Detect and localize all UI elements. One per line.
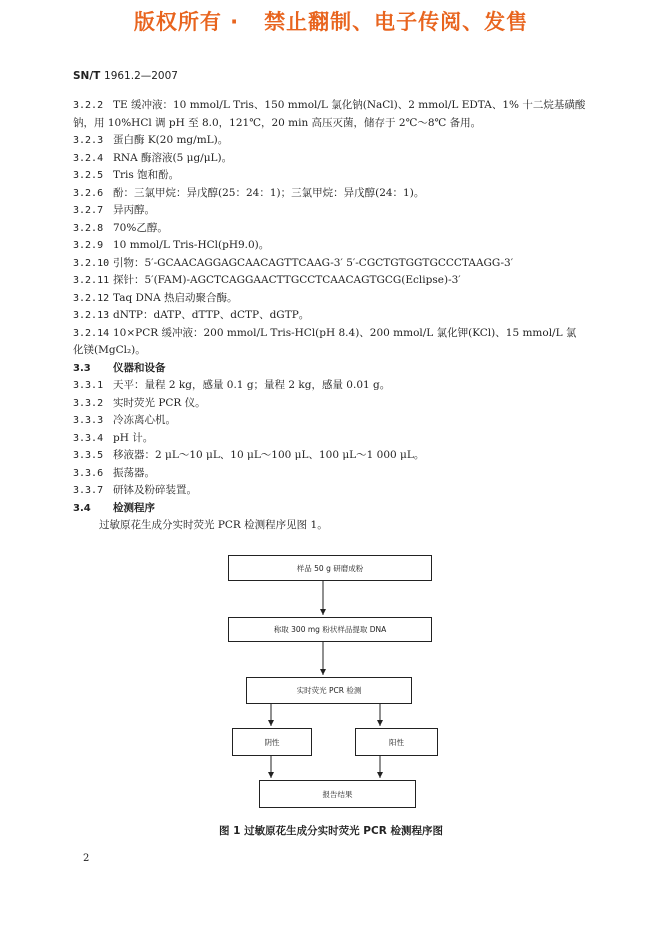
body-line (73, 290, 603, 308)
clause-number: 3.2.4 (73, 152, 104, 164)
clause-number: 3.2.12 (73, 292, 110, 304)
clause-number: 3.2.8 (73, 222, 104, 234)
body-line (73, 185, 603, 203)
body-line (73, 517, 603, 535)
body-line (73, 167, 603, 185)
clause-text: 探针：5′(FAM)-AGCTCAGGAACTTGCCTCAACAGTGCG(Eclipse)-3′ (113, 274, 461, 286)
clause-number: 3.2.5 (73, 170, 104, 181)
clause-text: 70%乙醇。 (113, 221, 168, 234)
body-line (73, 482, 603, 500)
clause-number: 3.3 (73, 362, 91, 374)
document-body (73, 97, 603, 535)
flow-step-pcr: 实时荧光 PCR 检测 (246, 677, 412, 704)
clause-text: Tris 饱和酚。 (113, 169, 180, 181)
clause-number: 3.3.4 (73, 432, 104, 444)
clause-number: 3.2.6 (73, 187, 104, 199)
clause-text: 10 mmol/L Tris-HCl(pH9.0)。 (113, 239, 270, 251)
body-line (73, 220, 603, 238)
body-line (73, 272, 603, 290)
clause-text: 异丙醇。 (113, 204, 155, 216)
clause-text: 引物：5′-GCAACAGGAGCAACAGTTCAAG-3′ 5′-CGCTGTGGTGCCCTAAGG-3′ (113, 256, 514, 269)
flow-step-report: 报告结果 (259, 780, 416, 808)
clause-text: 实时荧光 PCR 仪。 (113, 396, 206, 409)
clause-text: 振荡器。 (113, 466, 155, 479)
body-line (73, 325, 603, 343)
clause-number: 3.2.14 (73, 327, 110, 339)
clause-text: Taq DNA 热启动聚合酶。 (113, 291, 238, 304)
clause-text: 仪器和设备 (113, 361, 166, 374)
body-line (73, 342, 603, 360)
section-heading (73, 500, 603, 518)
clause-number: 3.3.2 (73, 397, 104, 409)
clause-number: 3.2.9 (73, 240, 104, 251)
clause-text: 化镁(MgCl₂)。 (73, 344, 146, 356)
clause-text: 过敏原花生成分实时荧光 PCR 检测程序见图 1。 (99, 519, 328, 531)
clause-number: 3.3.6 (73, 467, 104, 479)
clause-number: 3.4 (73, 502, 91, 514)
clause-number: 3.2.11 (73, 275, 110, 286)
clause-text: 酚：三氯甲烷：异戊醇(25：24：1)；三氯甲烷：异戊醇(24：1)。 (113, 186, 425, 199)
clause-number: 3.2.13 (73, 310, 110, 321)
body-line (73, 237, 603, 255)
clause-text: 蛋白酶 K(20 mg/mL)。 (113, 134, 229, 146)
clause-number: 3.2.2 (73, 100, 104, 111)
body-line (73, 115, 603, 133)
flow-step-grind: 样品 50 g 研磨成粉 (228, 555, 432, 581)
standard-number (73, 70, 178, 82)
figure-caption: 图 1 过敏原花生成分实时荧光 PCR 检测程序图 (219, 825, 443, 837)
body-line (73, 132, 603, 150)
watermark-banner: 版权所有 · 禁止翻制、电子传阅、发售 (133, 10, 529, 34)
clause-number: 3.2.10 (73, 257, 110, 269)
clause-text: TE 缓冲液：10 mmol/L Tris、150 mmol/L 氯化钠(NaCl)、2 mmol/L EDTA、1% 十二烷基磺酸 (113, 99, 586, 111)
clause-text: RNA 酶溶液(5 μg/μL)。 (113, 151, 233, 164)
clause-number: 3.3.5 (73, 450, 104, 461)
body-line (73, 307, 603, 325)
clause-number: 3.3.3 (73, 415, 104, 426)
standard-prefix: SN/T (73, 70, 101, 82)
body-line (73, 255, 603, 273)
clause-text: 研钵及粉碎装置。 (113, 484, 197, 496)
body-line (73, 412, 603, 430)
body-line (73, 377, 603, 395)
body-line (73, 202, 603, 220)
flow-step-extract-dna: 称取 300 mg 粉状样品提取 DNA (228, 617, 432, 642)
clause-text: 天平：量程 2 kg，感量 0.1 g；量程 2 kg，感量 0.01 g。 (113, 379, 391, 391)
body-line (73, 465, 603, 483)
clause-text: 检测程序 (113, 501, 155, 514)
flow-result-positive: 阳性 (355, 728, 438, 756)
body-line (73, 395, 603, 413)
clause-text: 移液器：2 μL～10 μL、10 μL～100 μL、100 μL～1 000 μL。 (113, 449, 425, 461)
clause-number: 3.2.7 (73, 205, 104, 216)
body-line (73, 430, 603, 448)
clause-text: 钠，用 10%HCl 调 pH 至 8.0，121℃，20 min 高压灭菌，储存于 2℃～8℃ 备用。 (73, 116, 482, 129)
body-line (73, 97, 603, 115)
standard-code: 1961.2—2007 (104, 70, 178, 82)
flow-result-negative: 阴性 (232, 728, 312, 756)
body-line (73, 447, 603, 465)
clause-text: dNTP：dATP、dTTP、dCTP、dGTP。 (113, 309, 310, 321)
clause-text: 10×PCR 缓冲液：200 mmol/L Tris-HCl(pH 8.4)、200 mmol/L 氯化钾(KCl)、15 mmol/L 氯 (113, 326, 577, 339)
clause-text: pH 计。 (113, 431, 154, 444)
clause-number: 3.2.3 (73, 135, 104, 146)
clause-number: 3.3.1 (73, 380, 104, 391)
clause-number: 3.3.7 (73, 485, 104, 496)
body-line (73, 150, 603, 168)
section-heading (73, 360, 603, 378)
page-number: 2 (83, 853, 90, 864)
clause-text: 冷冻离心机。 (113, 414, 176, 426)
